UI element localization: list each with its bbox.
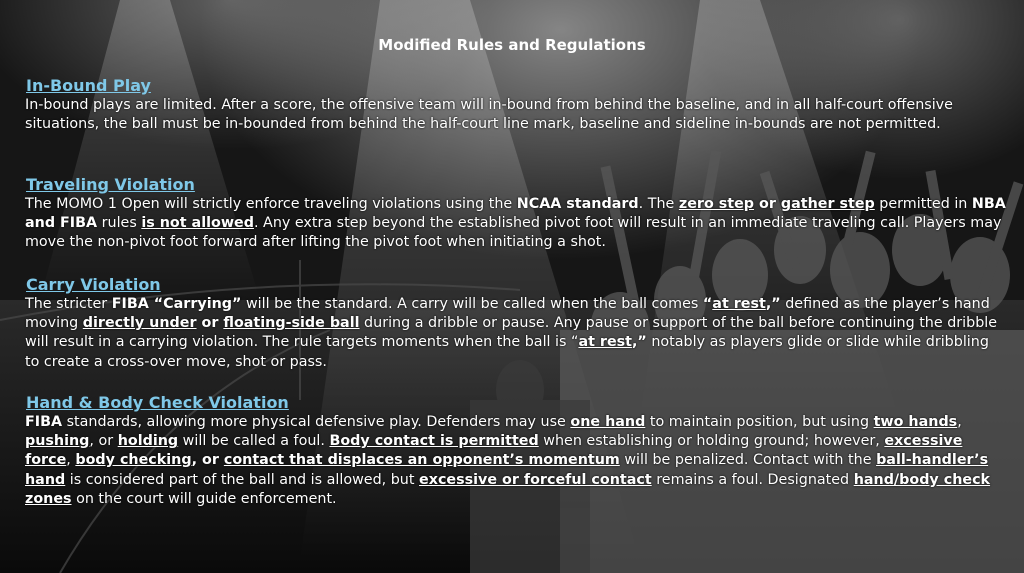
body-text: to maintain position, but using (645, 414, 874, 430)
bold-text: FIBA “Carrying” (111, 296, 242, 312)
section-in-bound-play (25, 76, 1007, 134)
body-text: when establishing or holding ground; however, (538, 433, 885, 450)
body-text: The MOMO 1 Open will strictly enforce traveling violations using the (25, 196, 517, 212)
body-text: will be called a foul. (178, 433, 330, 450)
body-text: rules (97, 215, 142, 232)
emphasis-text: body checking (75, 452, 192, 469)
body-text: on the court will guide enforcement. (71, 490, 337, 507)
emphasis-text: directly under (82, 315, 197, 332)
emphasis-text: is not allowed (141, 215, 254, 232)
body-text: . The (638, 196, 679, 212)
body-text: will be penalized. Contact with the (619, 452, 877, 469)
emphasis-text: floating-side ball (223, 315, 360, 332)
bold-text: NCAA standard (516, 196, 639, 212)
bold-text: or (196, 315, 224, 332)
section-body (25, 413, 1007, 509)
bold-text: “ (702, 296, 713, 312)
body-text: , (66, 452, 76, 469)
section-body (25, 96, 1007, 134)
emphasis-text: Body contact is permitted (329, 433, 539, 450)
section-heading: In-Bound Play (26, 76, 151, 95)
body-text: . Any extra step beyond the established pivot foot will result in an immediate traveling call. Players may move the non-pivot foot forward after lifting the pivot foot when initiating a shot. (25, 215, 1002, 251)
emphasis-text: contact that displaces an opponent’s momentum (223, 452, 620, 469)
section-body (25, 195, 1007, 253)
body-text: , or (89, 433, 118, 450)
body-text: remains a foul. Designated (651, 471, 854, 488)
section-hand-body-check-violation (25, 393, 1007, 509)
emphasis-text: ball-handler’s hand (25, 452, 989, 488)
emphasis-text: at rest (712, 296, 766, 312)
section-body (25, 295, 1007, 372)
bold-text: NBA and FIBA (25, 196, 1006, 232)
emphasis-text: excessive force (25, 433, 963, 469)
section-heading: Carry Violation (26, 275, 161, 294)
emphasis-text: pushing (25, 433, 90, 450)
bold-text: FIBA (25, 414, 63, 430)
bold-text: ,” (765, 296, 781, 312)
section-traveling-violation (25, 175, 1007, 253)
section-heading: Traveling Violation (26, 175, 195, 194)
page-title: Modified Rules and Regulations (378, 36, 646, 54)
emphasis-text: holding (117, 433, 179, 450)
section-heading: Hand & Body Check Violation (26, 393, 289, 412)
body-text: defined as the player’s hand moving (25, 296, 990, 332)
bold-text: or (754, 196, 781, 212)
emphasis-text: two hands (873, 414, 958, 430)
emphasis-text: at rest (578, 334, 632, 351)
body-text: notably as players glide or slide while dribbling to create a cross-over move, shot or pass. (25, 334, 989, 370)
body-text: is considered part of the ball and is allowed, but (65, 471, 420, 488)
emphasis-text: gather step (780, 196, 875, 212)
emphasis-text: zero step (678, 196, 755, 212)
section-carry-violation (25, 275, 1007, 372)
bold-text: , or (191, 452, 224, 469)
body-text: during a dribble or pause. Any pause or support of the ball before continuing the dribble will result in a carrying violation. The rule targets moments when the ball is “ (25, 315, 998, 351)
bold-text: ,” (632, 334, 647, 351)
emphasis-text: excessive or forceful contact (419, 471, 652, 488)
body-text: standards, allowing more physical defensive play. Defenders may use (62, 414, 571, 430)
body-text: permitted in (874, 196, 972, 212)
emphasis-text: hand/body check zones (25, 471, 991, 507)
emphasis-text: one hand (570, 414, 646, 430)
body-text: , (957, 414, 962, 430)
body-text: In-bound plays are limited. After a score, the offensive team will in-bound from behind the baseline, and in all half-court offensive situations, the ball must be in-bounded from behind the half-court line mark, baseline and sideline in-bounds are not permitted. (25, 97, 953, 133)
body-text: will be the standard. A carry will be called when the ball comes (241, 296, 703, 312)
body-text: The stricter (25, 296, 112, 312)
